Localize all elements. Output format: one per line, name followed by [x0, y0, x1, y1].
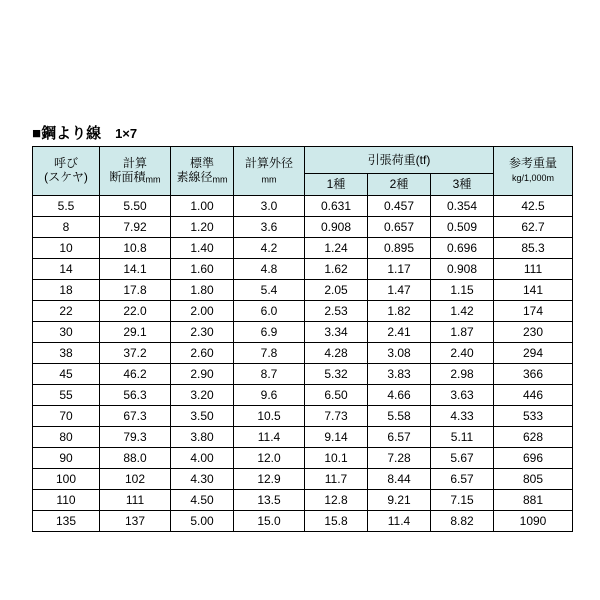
cell-outer-diameter: 12.9: [234, 469, 305, 490]
cell-load-type-1: 2.53: [305, 301, 368, 322]
cell-load-type-3: 6.57: [431, 469, 494, 490]
cell-load-type-2: 1.17: [368, 259, 431, 280]
cell-wire-diameter: 4.30: [171, 469, 234, 490]
cell-load-type-3: 5.11: [431, 427, 494, 448]
cell-load-type-3: 1.87: [431, 322, 494, 343]
cell-wire-diameter: 3.20: [171, 385, 234, 406]
cell-section-area: 102: [100, 469, 171, 490]
cell-load-type-1: 0.908: [305, 217, 368, 238]
cell-reference-weight: 366: [494, 364, 573, 385]
cell-load-type-2: 9.21: [368, 490, 431, 511]
cell-load-type-3: 4.33: [431, 406, 494, 427]
cell-load-type-2: 7.28: [368, 448, 431, 469]
cell-wire-diameter: 1.00: [171, 196, 234, 217]
cell-load-type-1: 5.32: [305, 364, 368, 385]
header-nominal-line2: (スケヤ): [44, 170, 88, 184]
table-row: [33, 427, 573, 448]
table-row: [33, 511, 573, 532]
header-wire-unit: mm: [212, 174, 228, 185]
cell-nominal-size: 70: [33, 406, 100, 427]
cell-reference-weight: 230: [494, 322, 573, 343]
cell-load-type-1: 1.24: [305, 238, 368, 259]
cell-wire-diameter: 1.40: [171, 238, 234, 259]
cell-nominal-size: 38: [33, 343, 100, 364]
header-wire-diameter: [171, 147, 234, 196]
header-load-type-1: 1種: [305, 174, 368, 196]
table-row: [33, 343, 573, 364]
header-section-area: [100, 147, 171, 196]
cell-nominal-size: 135: [33, 511, 100, 532]
cell-outer-diameter: 15.0: [234, 511, 305, 532]
cell-load-type-1: 11.7: [305, 469, 368, 490]
cell-load-type-1: 1.62: [305, 259, 368, 280]
cell-reference-weight: 62.7: [494, 217, 573, 238]
cell-load-type-3: 5.67: [431, 448, 494, 469]
cell-wire-diameter: 2.60: [171, 343, 234, 364]
cell-wire-diameter: 3.80: [171, 427, 234, 448]
cell-reference-weight: 111: [494, 259, 573, 280]
cell-load-type-3: 0.354: [431, 196, 494, 217]
cell-section-area: 5.50: [100, 196, 171, 217]
cell-load-type-2: 6.57: [368, 427, 431, 448]
cell-nominal-size: 80: [33, 427, 100, 448]
cell-nominal-size: 22: [33, 301, 100, 322]
header-outer-line1: 計算外径: [244, 156, 293, 171]
cell-load-type-2: 0.657: [368, 217, 431, 238]
cell-section-area: 88.0: [100, 448, 171, 469]
header-outer-diameter: [234, 147, 305, 196]
cell-wire-diameter: 3.50: [171, 406, 234, 427]
cell-nominal-size: 14: [33, 259, 100, 280]
header-wire-line1: 標準: [189, 156, 214, 171]
table-row: [33, 301, 573, 322]
cell-outer-diameter: 3.6: [234, 217, 305, 238]
cell-wire-diameter: 1.60: [171, 259, 234, 280]
cell-outer-diameter: 11.4: [234, 427, 305, 448]
header-nominal-size: [33, 147, 100, 196]
header-tensile-load-group: 引張荷重(tf): [305, 147, 494, 174]
cell-outer-diameter: 10.5: [234, 406, 305, 427]
cell-load-type-1: 4.28: [305, 343, 368, 364]
cell-load-type-2: 3.08: [368, 343, 431, 364]
header-weight-line1: 参考重量: [508, 156, 557, 171]
cell-section-area: 137: [100, 511, 171, 532]
cell-load-type-3: 0.696: [431, 238, 494, 259]
header-area-line1: 計算: [122, 156, 147, 171]
header-area-unit: mm: [145, 174, 161, 185]
title-text: 鋼より線: [41, 125, 102, 142]
cell-load-type-3: 3.63: [431, 385, 494, 406]
cell-section-area: 22.0: [100, 301, 171, 322]
cell-section-area: 37.2: [100, 343, 171, 364]
cell-section-area: 67.3: [100, 406, 171, 427]
cell-wire-diameter: 2.90: [171, 364, 234, 385]
cell-reference-weight: 805: [494, 469, 573, 490]
cell-load-type-1: 6.50: [305, 385, 368, 406]
cell-load-type-3: 7.15: [431, 490, 494, 511]
table-row: [33, 448, 573, 469]
cell-section-area: 29.1: [100, 322, 171, 343]
cell-section-area: 46.2: [100, 364, 171, 385]
table-row: [33, 196, 573, 217]
cell-wire-diameter: 5.00: [171, 511, 234, 532]
cell-load-type-2: 0.457: [368, 196, 431, 217]
header-load-type-3: 3種: [431, 174, 494, 196]
table-row: [33, 406, 573, 427]
table-row: [33, 322, 573, 343]
cell-load-type-1: 7.73: [305, 406, 368, 427]
table-row: [33, 259, 573, 280]
header-outer-unit: mm: [261, 174, 277, 185]
cell-section-area: 79.3: [100, 427, 171, 448]
title-marker: ■: [32, 125, 42, 142]
header-load-type-2: 2種: [368, 174, 431, 196]
cell-load-type-3: 2.40: [431, 343, 494, 364]
cell-outer-diameter: 4.8: [234, 259, 305, 280]
table-body: [33, 196, 573, 532]
cell-load-type-2: 5.58: [368, 406, 431, 427]
cell-load-type-1: 0.631: [305, 196, 368, 217]
cell-section-area: 111: [100, 490, 171, 511]
cell-outer-diameter: 8.7: [234, 364, 305, 385]
cell-load-type-2: 2.41: [368, 322, 431, 343]
cell-load-type-2: 8.44: [368, 469, 431, 490]
title-spec: 1×7: [115, 126, 138, 141]
table-row: [33, 385, 573, 406]
cell-outer-diameter: 13.5: [234, 490, 305, 511]
cell-load-type-2: 1.82: [368, 301, 431, 322]
cell-load-type-3: 1.15: [431, 280, 494, 301]
cell-outer-diameter: 4.2: [234, 238, 305, 259]
cell-reference-weight: 174: [494, 301, 573, 322]
cell-nominal-size: 10: [33, 238, 100, 259]
cell-load-type-3: 8.82: [431, 511, 494, 532]
cell-load-type-1: 3.34: [305, 322, 368, 343]
steel-strand-spec-table: [32, 146, 573, 532]
cell-load-type-3: 0.908: [431, 259, 494, 280]
cell-wire-diameter: 2.30: [171, 322, 234, 343]
cell-reference-weight: 85.3: [494, 238, 573, 259]
cell-reference-weight: 533: [494, 406, 573, 427]
cell-load-type-1: 9.14: [305, 427, 368, 448]
cell-nominal-size: 5.5: [33, 196, 100, 217]
cell-load-type-2: 11.4: [368, 511, 431, 532]
cell-load-type-3: 1.42: [431, 301, 494, 322]
cell-nominal-size: 8: [33, 217, 100, 238]
cell-nominal-size: 110: [33, 490, 100, 511]
cell-wire-diameter: 4.50: [171, 490, 234, 511]
cell-reference-weight: 446: [494, 385, 573, 406]
cell-wire-diameter: 1.20: [171, 217, 234, 238]
cell-outer-diameter: 6.0: [234, 301, 305, 322]
table-header-row-1: [33, 147, 573, 174]
section-title: [32, 122, 137, 143]
header-reference-weight: [494, 147, 573, 196]
cell-section-area: 7.92: [100, 217, 171, 238]
cell-section-area: 17.8: [100, 280, 171, 301]
cell-wire-diameter: 4.00: [171, 448, 234, 469]
cell-outer-diameter: 5.4: [234, 280, 305, 301]
cell-reference-weight: 628: [494, 427, 573, 448]
table-row: [33, 469, 573, 490]
cell-load-type-2: 0.895: [368, 238, 431, 259]
cell-outer-diameter: 7.8: [234, 343, 305, 364]
cell-nominal-size: 45: [33, 364, 100, 385]
cell-load-type-1: 10.1: [305, 448, 368, 469]
cell-load-type-2: 3.83: [368, 364, 431, 385]
cell-section-area: 10.8: [100, 238, 171, 259]
cell-load-type-2: 4.66: [368, 385, 431, 406]
table-header: [33, 147, 573, 196]
table-row: [33, 490, 573, 511]
cell-reference-weight: 696: [494, 448, 573, 469]
header-weight-unit: kg/1,000m: [511, 173, 555, 183]
cell-load-type-2: 1.47: [368, 280, 431, 301]
header-area-line2: 断面積: [109, 170, 146, 184]
cell-outer-diameter: 12.0: [234, 448, 305, 469]
cell-reference-weight: 294: [494, 343, 573, 364]
table-row: [33, 280, 573, 301]
cell-load-type-1: 15.8: [305, 511, 368, 532]
cell-outer-diameter: 6.9: [234, 322, 305, 343]
cell-reference-weight: 42.5: [494, 196, 573, 217]
cell-nominal-size: 30: [33, 322, 100, 343]
cell-load-type-1: 2.05: [305, 280, 368, 301]
table-row: [33, 217, 573, 238]
cell-reference-weight: 881: [494, 490, 573, 511]
header-nominal-line1: 呼び: [53, 156, 78, 171]
cell-wire-diameter: 2.00: [171, 301, 234, 322]
cell-nominal-size: 90: [33, 448, 100, 469]
cell-reference-weight: 1090: [494, 511, 573, 532]
cell-outer-diameter: 9.6: [234, 385, 305, 406]
cell-wire-diameter: 1.80: [171, 280, 234, 301]
cell-load-type-1: 12.8: [305, 490, 368, 511]
cell-section-area: 14.1: [100, 259, 171, 280]
cell-reference-weight: 141: [494, 280, 573, 301]
table-row: [33, 238, 573, 259]
cell-load-type-3: 0.509: [431, 217, 494, 238]
cell-section-area: 56.3: [100, 385, 171, 406]
cell-nominal-size: 55: [33, 385, 100, 406]
cell-nominal-size: 100: [33, 469, 100, 490]
header-wire-line2: 素線径: [176, 170, 213, 184]
cell-outer-diameter: 3.0: [234, 196, 305, 217]
cell-load-type-3: 2.98: [431, 364, 494, 385]
table-row: [33, 364, 573, 385]
cell-nominal-size: 18: [33, 280, 100, 301]
